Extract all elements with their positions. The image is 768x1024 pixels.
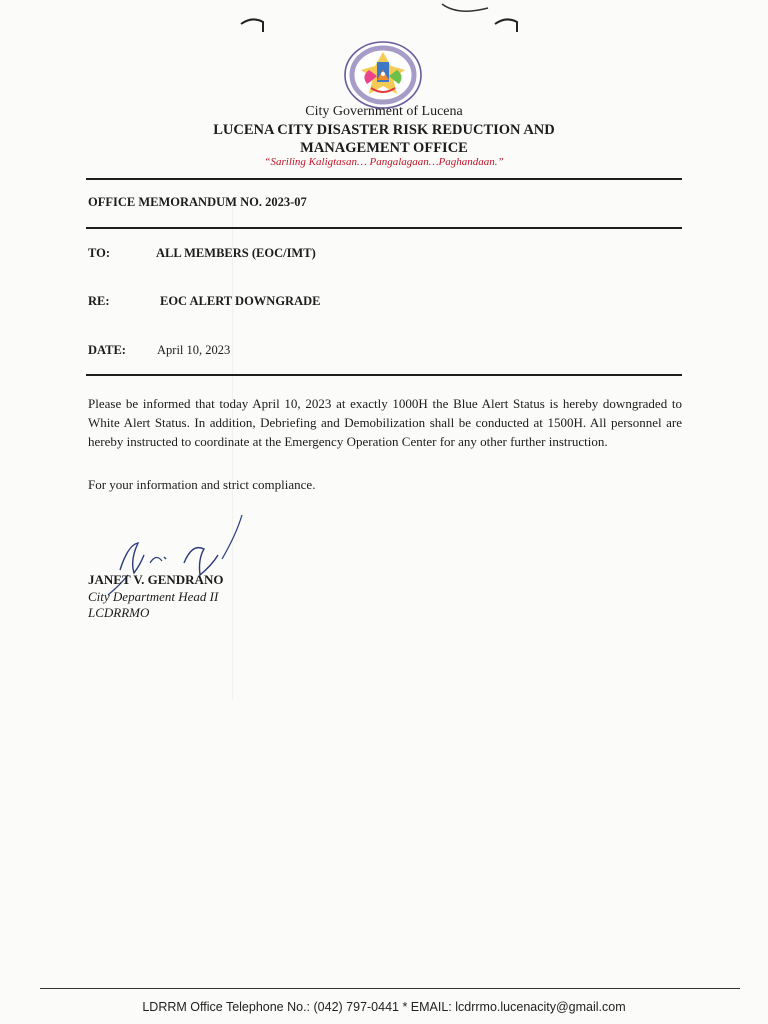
fields-divider bbox=[86, 374, 682, 376]
lcdrrmo-seal-icon bbox=[343, 40, 423, 110]
memo-number: OFFICE MEMORANDUM NO. 2023-07 bbox=[88, 195, 307, 209]
footer-divider bbox=[40, 988, 740, 989]
hole-punch-mark bbox=[238, 14, 268, 34]
office-name-line1: LUCENA CITY DISASTER RISK REDUCTION AND bbox=[213, 122, 555, 138]
signatory-office: LCDRRMO bbox=[88, 605, 150, 620]
re-value: EOC ALERT DOWNGRADE bbox=[160, 294, 321, 308]
to-label: TO: bbox=[88, 246, 110, 260]
memo-number-divider bbox=[86, 227, 682, 229]
office-name bbox=[0, 121, 768, 157]
date-value: April 10, 2023 bbox=[157, 343, 231, 357]
signatory-name: JANET V. GENDRANO bbox=[88, 572, 224, 587]
to-value: ALL MEMBERS (EOC/IMT) bbox=[156, 246, 316, 260]
office-name-line2: MANAGEMENT OFFICE bbox=[300, 140, 468, 156]
hole-punch-mark bbox=[438, 0, 498, 20]
hole-punch-mark bbox=[492, 14, 522, 34]
memo-body: Please be informed that today April 10, 2023 at exactly 1000H the Blue Alert Status is hereby downgraded to White Alert Status. In addition, Debriefing and Demobilization shall be conducted at 1500H. All personnel are hereby instructed to coordinate at the Emergency Operation Center for any other further instruction. bbox=[88, 396, 682, 449]
government-name: City Government of Lucena bbox=[305, 104, 463, 119]
footer-contact: LDRRM Office Telephone No.: (042) 797-0441 * EMAIL: lcdrrmo.lucenacity@gmail.com bbox=[142, 1000, 626, 1014]
office-motto: “Sariling Kaligtasan… Pangalagaan…Paghandaan.” bbox=[264, 156, 504, 168]
memo-closing: For your information and strict compliance. bbox=[88, 477, 316, 492]
date-label: DATE: bbox=[88, 343, 126, 357]
header-divider bbox=[86, 178, 682, 180]
re-label: RE: bbox=[88, 294, 110, 308]
signatory-title: City Department Head II bbox=[88, 589, 219, 604]
